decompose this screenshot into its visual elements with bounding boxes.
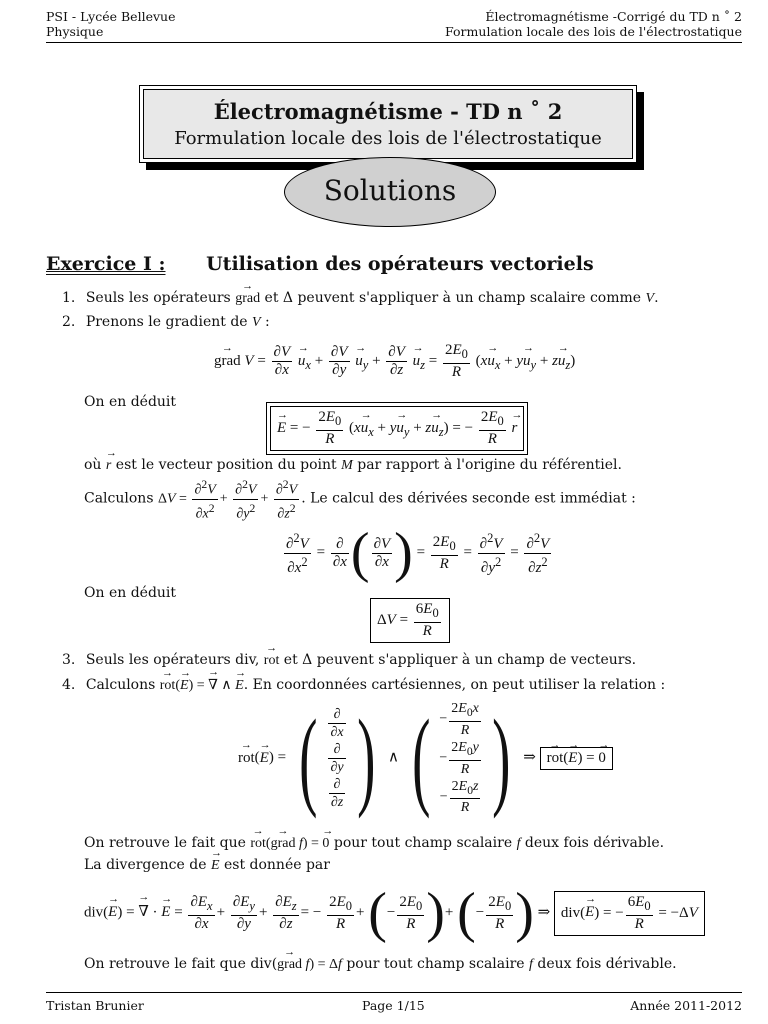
- footer-author: Tristan Brunier: [46, 998, 144, 1013]
- header-school: PSI - Lycée Bellevue: [46, 9, 176, 24]
- exercise-heading: [46, 253, 594, 275]
- gradient-equation: → grad V = $\frac{\partial V}{\partial x}$ → $u_x$ + $\frac{\partial V}{\partial y}$ → $u_y$ + $\frac{\partial V}{\partial z}$ → $u_z$ = $\frac{2E_0}{R}$ $(x\to u_x + y\to u_y + z\to u_z)$: [214, 342, 575, 381]
- div-grad-note: On retrouve le fait que div(→ grad f) = Δf pour tout champ scalaire f deux fois dérivable.: [84, 956, 677, 973]
- title-box: [139, 85, 637, 163]
- position-vector-note: où → r est le vecteur position du point M par rapport à l'origine du référentiel.: [84, 457, 622, 474]
- header-topic: Formulation locale des lois de l'électrostatique: [445, 24, 742, 39]
- curl-equation: → rot(→ E) = ( $\frac{\partial}{\partial x}$ $\frac{\partial}{\partial y}$ $\frac{\partial}{\partial z}$ ) ∧ ( − $\frac{2E_0x}{R}$ − $\frac{2E_0y}{R}$ − $\frac{2E_0z}{R}$ ) ⇒ → rot(→ E) = → 0: [238, 700, 613, 816]
- footer-year: Année 2011-2012: [630, 998, 742, 1013]
- divergence-intro: La divergence de → E est donnée par: [84, 857, 330, 874]
- doc-title: Électromagnétisme - TD n ˚ 2: [213, 99, 563, 124]
- item-4: 4. Calculons → rot(→ E) = → ∇ ∧ → E. En coordonnées cartésiennes, on peut utiliser la relation :: [62, 677, 665, 694]
- header-right: [445, 9, 742, 39]
- grad-operator: → grad: [235, 291, 260, 307]
- doc-subtitle: Formulation locale des lois de l'électrostatique: [174, 128, 602, 149]
- item-1: 1. Seuls les opérateurs → grad et Δ peuvent s'appliquer à un champ scalaire comme V.: [62, 290, 659, 307]
- divergence-equation: div(→ E) = → ∇ · → E = $\frac{\partial E_x}{\partial x}$ + $\frac{\partial E_y}{\partial y}$ + $\frac{\partial E_z}{\partial z}$ = − $\frac{2E_0}{R}$ + (− $\frac{2E_0}{R}$ )+ (− $\frac{2E_0}{R}$ ) ⇒ div(→ E) = − $\frac{6E_0}{R}$ = −ΔV: [84, 888, 705, 938]
- exercise-label: Exercice I :: [46, 253, 166, 275]
- header-course: Électromagnétisme -Corrigé du TD n ˚ 2: [485, 9, 742, 24]
- exercise-title: Utilisation des opérateurs vectoriels: [206, 253, 594, 275]
- item-3: 3. Seuls les opérateurs div, → rot et Δ peuvent s'appliquer à un champ de vecteurs.: [62, 652, 636, 669]
- header-rule: [46, 42, 742, 43]
- second-derivative-equation: $\frac{\partial^2V}{\partial x^2}$ = $\frac{\partial}{\partial x}$ ( $\frac{\partial V}{\partial x}$ ) = $\frac{2E_0}{R}$ = $\frac{\partial^2V}{\partial y^2}$ = $\frac{\partial^2V}{\partial z^2}$: [286, 522, 550, 584]
- footer-page: Page 1/15: [362, 998, 425, 1013]
- header-subject: Physique: [46, 24, 104, 39]
- header-left: [46, 9, 175, 39]
- deduction-1: On en déduit: [84, 394, 177, 410]
- laplacian-result: ΔV = $\frac{6E_0}{R}$: [370, 598, 450, 643]
- solutions-badge: [284, 157, 496, 227]
- item-2: 2. Prenons le gradient de V :: [62, 314, 270, 330]
- footer-rule: [46, 992, 742, 993]
- laplacian-calc: Calculons ΔV = $\frac{\partial^2V}{\partial x^2}$ + $\frac{\partial^2V}{\partial y^2}$ + $\frac{\partial^2V}{\partial z^2}$ . Le calcul des dérivées seconde est immédiat :: [84, 478, 636, 522]
- curl-grad-note: On retrouve le fait que → rot(→ grad f) = → 0 pour tout champ scalaire f deux fois dérivable.: [84, 835, 664, 852]
- electric-field-result: → E = − $\frac{2E_0}{R}$ $(x\to u_x + y\to u_y + z\to u_z)$ = − $\frac{2E_0}{R}$ → r: [270, 406, 524, 451]
- solutions-label: Solutions: [323, 174, 457, 207]
- deduction-2: On en déduit: [84, 585, 177, 601]
